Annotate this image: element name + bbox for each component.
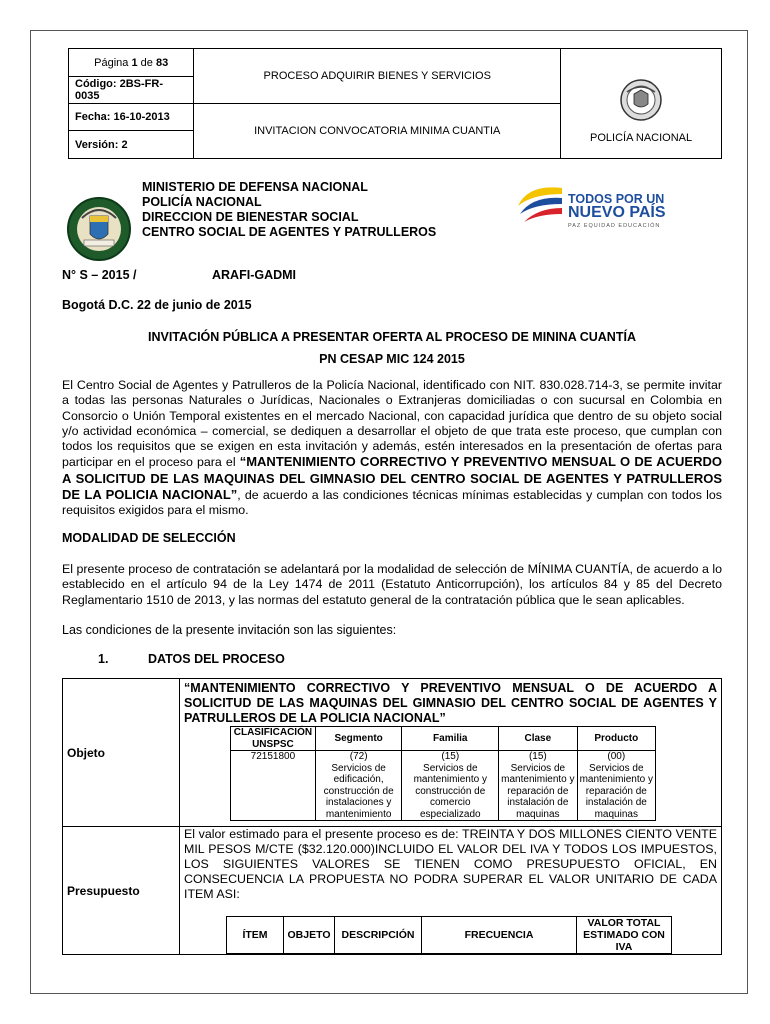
org-name: POLICÍA NACIONAL: [590, 132, 693, 144]
logo-line-1: TODOS POR UN: [568, 192, 665, 206]
unspsc-header: CLASIFICACIÓN UNSPSC: [231, 727, 316, 751]
ministry-line-3: DIRECCION DE BIENESTAR SOCIAL: [142, 210, 359, 224]
process-data-table: [62, 678, 722, 955]
family-value: (15) Servicios de mantenimiento y construcción de comercio especializado: [402, 751, 499, 821]
budget-table: [226, 916, 672, 954]
ministry-line-1: MINISTERIO DE DEFENSA NACIONAL: [142, 180, 368, 194]
unspsc-code: 72151800: [231, 751, 316, 821]
police-seal: [619, 78, 663, 122]
document-code: Código: 2BS-FR-0035: [69, 77, 194, 104]
unspsc-table: [230, 726, 656, 821]
section-number: 1.: [98, 652, 109, 666]
class-header: Clase: [499, 727, 577, 751]
segment-header: Segmento: [315, 727, 402, 751]
objeto-text: “MANTENIMIENTO CORRECTIVO Y PREVENTIVO MENSUAL O DE ACUERDO A SOLICITUD DE LAS MAQUINAS DEL GIMNASIO DEL CENTRO SOCIAL DE AGENTES Y PATRULLEROS DE LA POLICIA NACIONAL”: [184, 681, 717, 725]
logo-tagline: PAZ EQUIDAD EDUCACIÓN: [568, 223, 661, 229]
document-header-table: [68, 48, 722, 159]
place-date: Bogotá D.C. 22 de junio de 2015: [62, 298, 252, 312]
objeto-label: Objeto: [63, 679, 180, 827]
logo-line-2: NUEVO PAÍS: [568, 204, 666, 221]
office-code: ARAFI-GADMI: [212, 268, 297, 282]
process-name: PROCESO ADQUIRIR BIENES Y SERVICIOS: [194, 49, 561, 104]
objeto-cell: [180, 679, 722, 827]
intro-object: “MANTENIMIENTO CORRECTIVO Y PREVENTIVO MENSUAL O DE ACUERDO A SOLICITUD DE LAS MAQUINAS DEL GIMNASIO DEL CENTRO SOCIAL DE AGENTES Y PATRULLEROS DE LA POLICIA NACIONAL”: [62, 454, 722, 503]
process-code: PN CESAP MIC 124 2015: [319, 352, 465, 366]
coat-of-arms-logo: [60, 196, 138, 262]
modalidad-paragraph: El presente proceso de contratación se adelantará por la modalidad de selección de MÍNIMA CUANTÍA, de acuerdo a lo establecido en el artículo 94 de la Ley 1474 de 2011 (Estatuto Anticorrupción), los artículos 84 y 85 del Decreto Reglamentario 1510 de 2013, y las normas del estatuto general de la contratación pública que le sean aplicables.: [62, 562, 722, 607]
item-header: ÍTEM: [227, 917, 284, 954]
invitation-type: INVITACION CONVOCATORIA MINIMA CUANTIA: [194, 104, 561, 159]
ministry-block: [142, 180, 436, 240]
presupuesto-text: El valor estimado para el presente proceso es de: TREINTA Y DOS MILLONES CIENTO VENTE MIL PESOS M/CTE ($32.120.000)INCLUIDO EL VALOR DEL IVA Y TODOS LOS IMPUESTOS, LOS SIGUIENTES VALORES SE TIENEN COMO PRESUPUESTO OFICIAL, EN CONSECUENCIA LA PROPUESTA NO PODRA SUPERAR EL VALOR UNITARIO DE CADA ITEM ASI:: [184, 827, 717, 901]
conditions-text: Las condiciones de la presente invitación son las siguientes:: [62, 623, 397, 637]
intro-tail: , de acuerdo a las condiciones técnicas mínimas establecidas y cumplan con todos los requisitos exigidos para el mismo.: [62, 488, 722, 518]
intro-paragraph: [62, 378, 722, 519]
ministry-line-2: POLICÍA NACIONAL: [142, 195, 262, 209]
product-value: (00) Servicios de mantenimiento y reparación de instalación de maquinas: [577, 751, 655, 821]
section-title: DATOS DEL PROCESO: [148, 652, 285, 666]
ministry-line-4: CENTRO SOCIAL DE AGENTES Y PATRULLEROS: [142, 225, 437, 239]
class-value: (15) Servicios de mantenimiento y reparación de instalación de maquinas: [499, 751, 577, 821]
reference-number: N° S – 2015 /: [62, 268, 137, 282]
segment-value: (72) Servicios de edificación, construcción de instalaciones y mantenimiento: [315, 751, 402, 821]
page-counter: Página 1 de 83: [69, 49, 194, 77]
family-header: Familia: [402, 727, 499, 751]
product-header: Producto: [577, 727, 655, 751]
object-header: OBJETO: [284, 917, 335, 954]
modalidad-heading: MODALIDAD DE SELECCIÓN: [62, 531, 236, 545]
nuevo-pais-logo: [512, 182, 692, 230]
presupuesto-cell: [180, 827, 722, 955]
presupuesto-label: Presupuesto: [63, 827, 180, 955]
document-date: Fecha: 16-10-2013: [69, 104, 194, 131]
total-value-header: VALOR TOTAL ESTIMADO CON IVA: [577, 917, 672, 954]
description-header: DESCRIPCIÓN: [335, 917, 422, 954]
intro-text: El Centro Social de Agentes y Patrulleros de la Policía Nacional, identificado con NIT. 830.028.714-3, se permite invitar a todas las personas Naturales o Jurídicas, Nacionales o Extranjeras domiciliadas o con sucursal en Colombia en Consorcio o Unión Temporal existentes en el mercado Nacional, con capacidad jurídica que dentro de su objeto social y/o actividad económica – comercial, se dediquen a desarrollar el objeto de que trata este proceso, que cumplan con todos los requisitos que se exigen en esta invitación y además, estén interesados en la presentación de ofertas para participar en el proceso para el: [62, 378, 722, 470]
document-version: Versión: 2: [69, 131, 194, 159]
frequency-header: FRECUENCIA: [422, 917, 577, 954]
org-cell: [561, 49, 722, 159]
invitation-title: INVITACIÓN PÚBLICA A PRESENTAR OFERTA AL PROCESO DE MININA CUANTÍA: [148, 330, 636, 344]
